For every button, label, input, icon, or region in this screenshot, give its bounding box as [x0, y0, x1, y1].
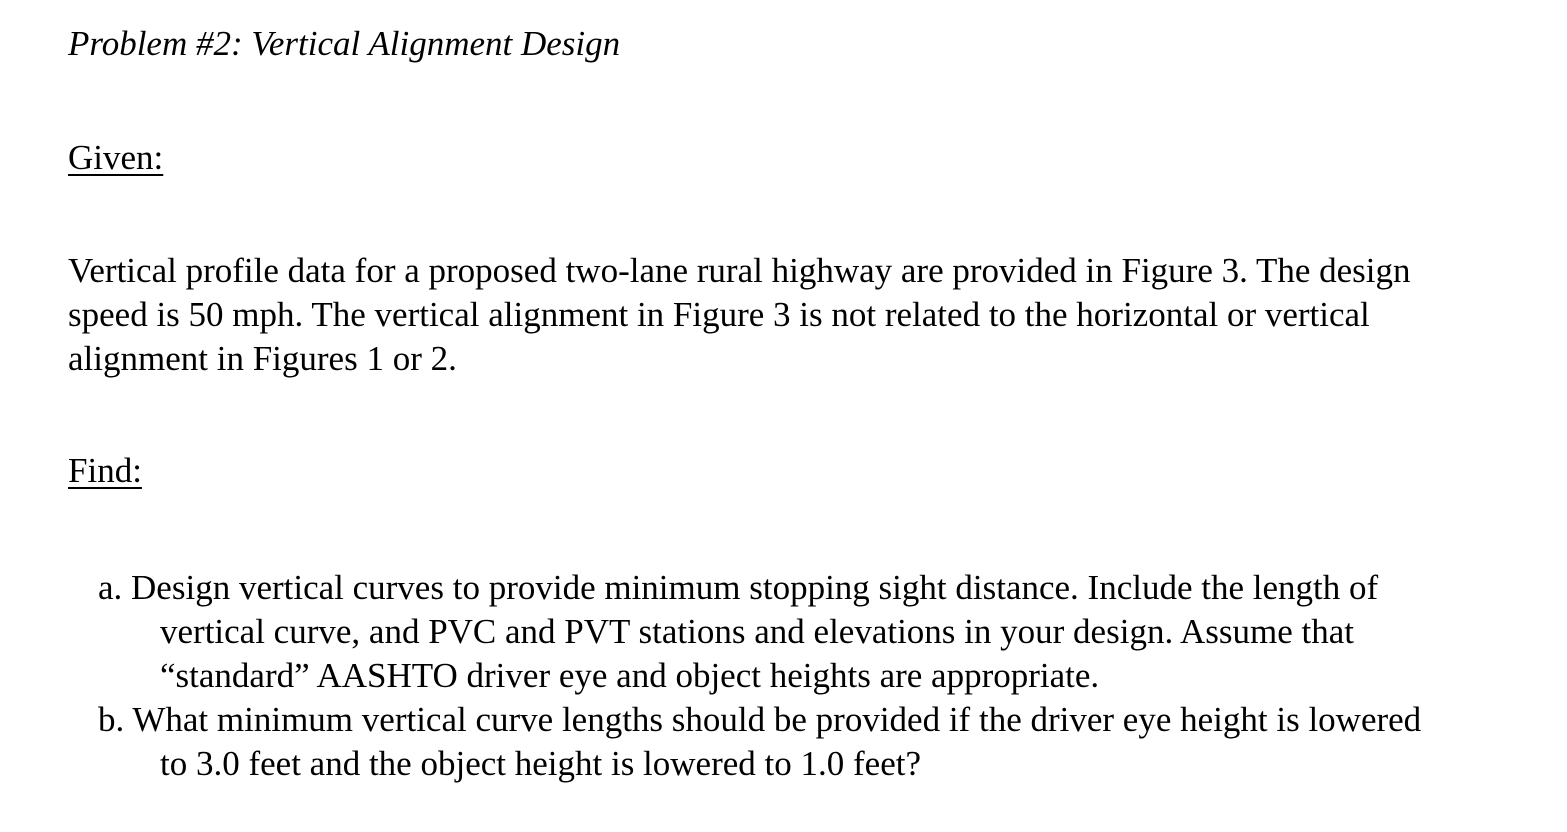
given-line: Vertical profile data for a proposed two-lane rural highway are provided in Figure 3. The design [68, 251, 1411, 290]
find-item [98, 566, 1378, 698]
given-line: alignment in Figures 1 or 2. [68, 339, 457, 378]
find-item-line: a. Design vertical curves to provide minimum stopping sight distance. Include the length of [98, 568, 1379, 607]
given-heading: Given: [68, 138, 164, 177]
find-item-line: b. What minimum vertical curve lengths should be provided if the driver eye height is lowered [98, 700, 1422, 739]
find-item-b [98, 698, 1421, 786]
given-line: speed is 50 mph. The vertical alignment in Figure 3 is not related to the horizontal or vertical [68, 295, 1370, 334]
given-paragraph [68, 249, 1528, 381]
find-item-a [98, 566, 1378, 698]
find-item [98, 698, 1421, 786]
find-heading: Find: [68, 451, 142, 490]
problem-title: Problem #2: Vertical Alignment Design [68, 24, 621, 63]
find-item-line: to 3.0 feet and the object height is lowered to 1.0 feet? [160, 744, 921, 783]
find-item-line: vertical curve, and PVC and PVT stations and elevations in your design. Assume that [160, 612, 1355, 651]
find-item-line: “standard” AASHTO driver eye and object heights are appropriate. [160, 656, 1100, 695]
